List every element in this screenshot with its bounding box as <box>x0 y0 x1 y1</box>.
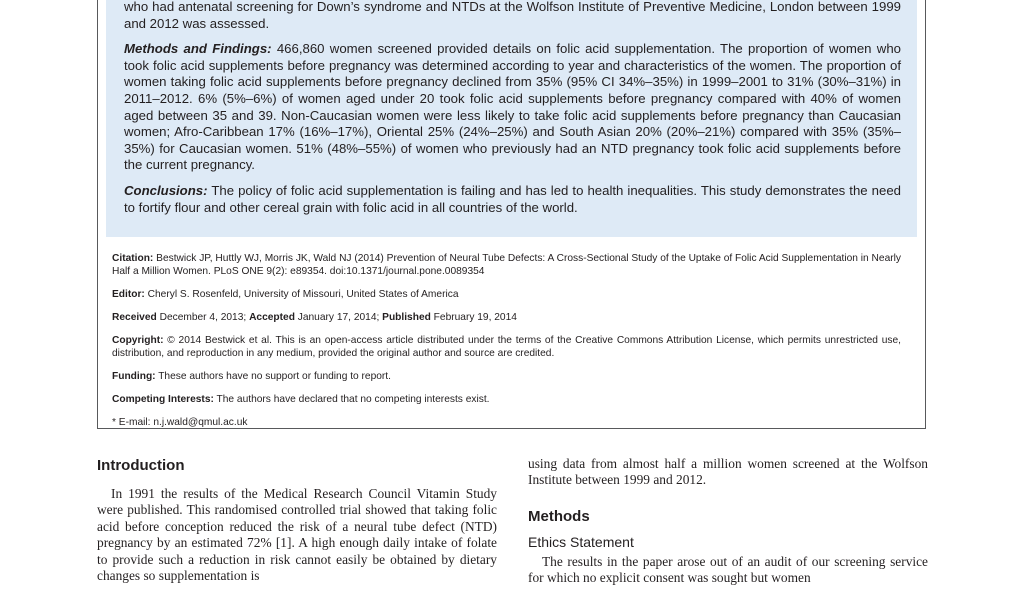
email-text: * E-mail: n.j.wald@qmul.ac.uk <box>112 417 248 428</box>
copyright-text: © 2014 Bestwick et al. This is an open-access article distributed under the terms of the Creative Commons Attribution License, which permits unrestricted use, distribution, and reproduction in any medium, provided the original author and source are credited. <box>112 335 901 359</box>
funding-label: Funding: <box>112 371 156 382</box>
ethics-statement-heading: Ethics Statement <box>528 533 634 550</box>
ethics-paragraph: The results in the paper arose out of an audit of our screening service for which no explicit consent was sought but women <box>528 553 928 586</box>
conclusions-heading: Conclusions: <box>124 182 208 198</box>
copyright <box>112 334 901 360</box>
editor-text: Cheryl S. Rosenfeld, University of Missouri, United States of America <box>144 289 459 300</box>
introduction-heading: Introduction <box>97 457 185 474</box>
dates <box>112 311 901 324</box>
editor-label: Editor: <box>112 289 145 300</box>
funding <box>112 370 901 383</box>
abstract-background-tail: who had antenatal screening for Down’s syndrome and NTDs at the Wolfson Institute of Preventive Medicine, London between 1999 and 2012 was assessed. <box>124 0 901 31</box>
received-label: Received <box>112 312 157 323</box>
introduction-paragraph: In 1991 the results of the Medical Research Council Vitamin Study were published. This randomised controlled trial showed that taking folic acid before conception reduced the risk of a neural tube defect (NTD) pregnancy by an estimated 72% [1]. A high enough daily intake of folate to provide such a reduction in risk cannot easily be obtained by dietary changes so supplementation is <box>97 486 497 584</box>
competing-interests <box>112 393 901 406</box>
right-column <box>528 456 928 587</box>
competing-label: Competing Interests: <box>112 394 214 405</box>
citation-text: Bestwick JP, Huttly WJ, Morris JK, Wald NJ (2014) Prevention of Neural Tube Defects: A Cross-Sectional Study of the Uptake of Folic Acid Supplementation in Nearly Half a Million Women. PLoS ONE 9(2): e89354. doi:10.1371/journal.pone.0089354 <box>112 253 901 277</box>
abstract-methods <box>124 41 901 174</box>
received-text: December 4, 2013; <box>156 312 250 323</box>
published-label: Published <box>382 312 431 323</box>
email <box>112 416 901 429</box>
published-text: February 19, 2014 <box>430 312 517 323</box>
funding-text: These authors have no support or funding to report. <box>155 371 391 382</box>
competing-text: The authors have declared that no competing interests exist. <box>213 394 490 405</box>
methods-findings-text: 466,860 women screened provided details on folic acid supplementation. The proportion of women who took folic acid supplements before pregnancy was determined according to year and characteristics of the women. The proportion of women taking folic acid supplements before pregnancy declined from 35% (95% CI 34%–35%) in 1999–2001 to 31% (30%–31%) in 2011–2012. 6% (5%–6%) of women aged under 20 took folic acid supplements before pregnancy compared with 40% of women aged between 35 and 39. Non-Caucasian women were less likely to take folic acid supplements before pregnancy than Caucasian women; Afro-Caribbean 17% (16%–17%), Oriental 25% (24%–25%) and South Asian 20% (20%–21%) compared with 35% (35%–35%) for Caucasian women. 51% (48%–55%) of women who previously had an NTD pregnancy took folic acid supplements before the current pregnancy. <box>124 41 901 173</box>
editor <box>112 288 901 301</box>
copyright-label: Copyright: <box>112 335 164 346</box>
abstract-box <box>106 0 917 237</box>
abstract-frame <box>97 0 926 429</box>
accepted-label: Accepted <box>249 312 295 323</box>
accepted-text: January 17, 2014; <box>294 312 383 323</box>
intro-paragraph-tail: using data from almost half a million women screened at the Wolfson Institute between 1999 and 2012. <box>528 456 928 488</box>
methods-heading: Methods <box>528 507 590 525</box>
left-column <box>97 456 497 584</box>
abstract-conclusions <box>124 183 901 216</box>
conclusions-text: The policy of folic acid supplementation is failing and has led to health inequalities. This study demonstrates the need to fortify flour and other cereal grain with folic acid in all countries of the world. <box>124 182 901 215</box>
citation-label: Citation: <box>112 253 154 264</box>
methods-findings-heading: Methods and Findings: <box>124 41 272 57</box>
citation <box>112 252 901 278</box>
article-metadata <box>112 252 901 439</box>
